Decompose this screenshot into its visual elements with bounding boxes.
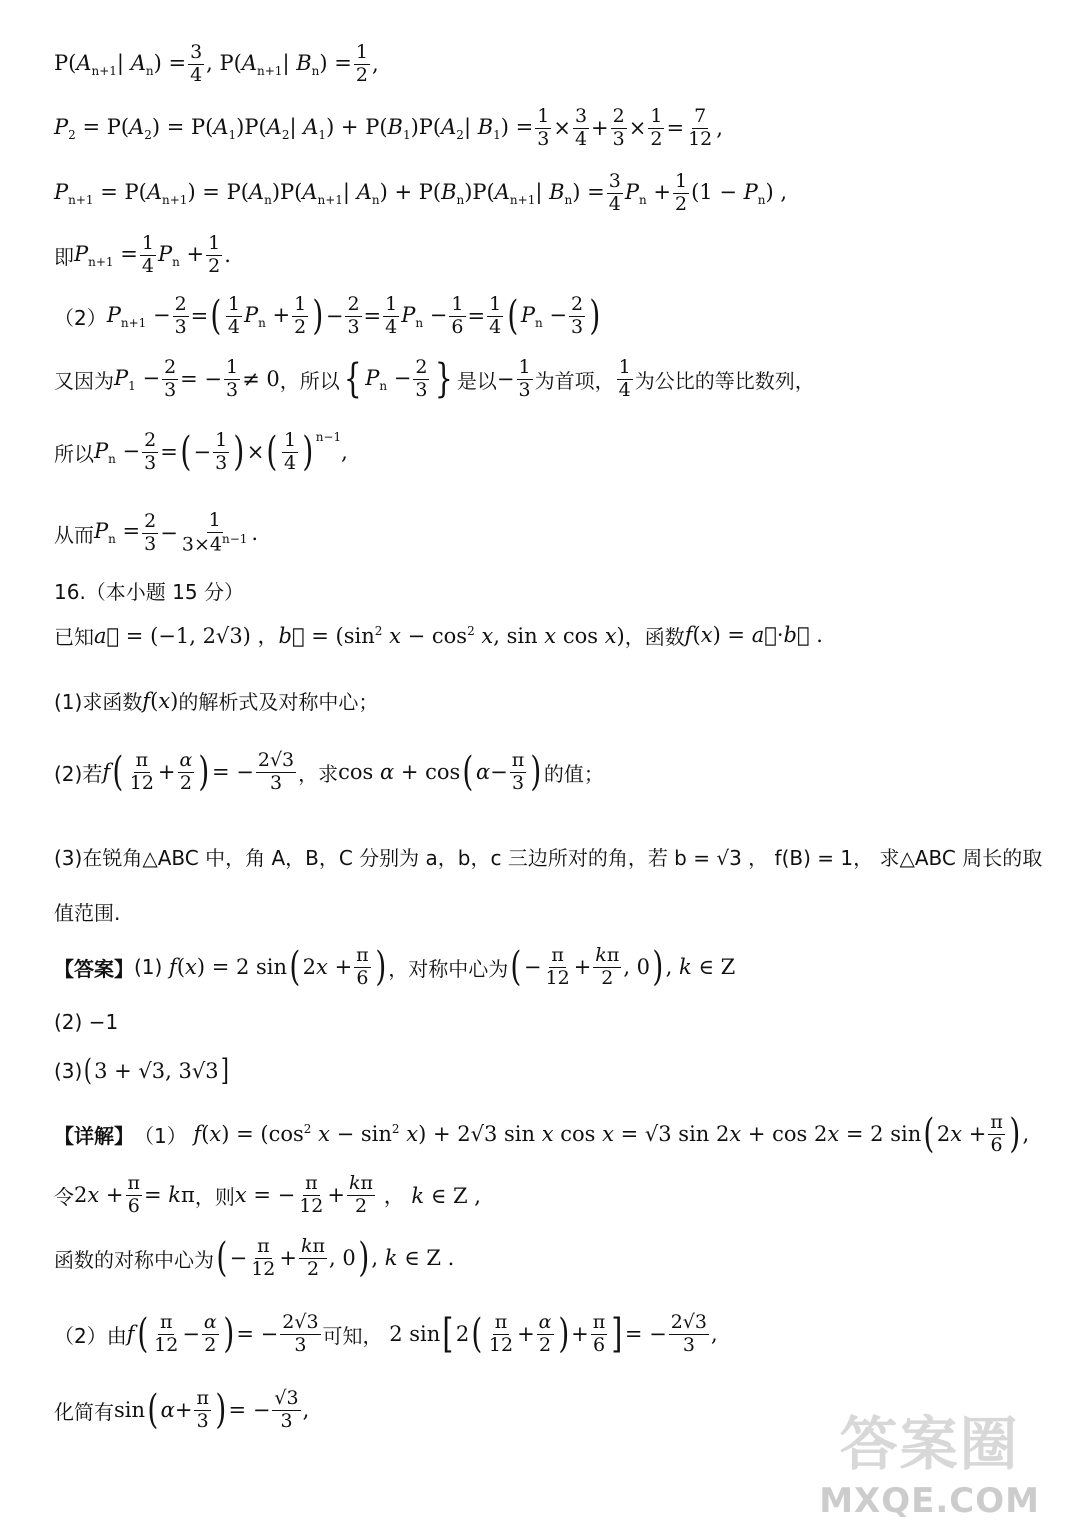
text-prefix: 即	[54, 244, 74, 269]
watermark-url: MXQE.COM	[819, 1481, 1040, 1521]
answer-line-2: (2) −1	[54, 1010, 119, 1034]
text-segment: (1)	[134, 955, 163, 980]
answer-line-1: 【答案】 (1) f(x) = 2 sin ( 2x + $\frac{\pi}{6}$ ) ，对称中心为 ( − $\frac{\pi}{12}$ + $\frac{k\pi}{2}$ , 0 ) , k ∈ Z	[54, 944, 736, 991]
answer-line-3: (3) ( 3 + √3, 3√3 ]	[54, 1053, 229, 1088]
text-segment: 函数的对称中心为	[54, 1247, 214, 1272]
formula-line-8: 从而 $P_n$ = $\frac{2}{3}$ − $\frac{1}{3\times 4^{n-1}}$ .	[54, 509, 259, 556]
text-segment: 已知	[54, 624, 94, 649]
text-prefix: （2）	[54, 305, 107, 330]
question-16-part-3-line-1: (3)在锐角△ABC 中，角 A，B，C 分别为 a，b，c 三边所对的角，若 b = √3 ， f(B) = 1， 求△ABC 周长的取	[54, 846, 1043, 870]
text-segment: (3)	[54, 1059, 83, 1083]
text-segment: (2)若	[54, 761, 103, 786]
text-segment: 令	[54, 1184, 74, 1209]
question-16-part-3-line-2: 值范围.	[54, 901, 121, 925]
detail-label: 【详解】	[54, 1123, 134, 1148]
text-segment: 是以	[456, 368, 497, 393]
formula-line-7: 所以 $P_n$ − $\frac{2}{3}$ = ( − $\frac{1}{3}$ ) × ( $\frac{1}{4}$ ) $^{n-1}$ ,	[54, 429, 348, 476]
text-segment: ，所以	[279, 368, 340, 393]
text-segment: 化简有	[54, 1399, 114, 1424]
formula-line-2: $P_2 = P(A_2) = P(A_1)P(A_2|$ $A_1) + P(B_1)P(A_2|$ $B_1$) = $\frac{1}{3}$ × $\frac{3}{4}$ + $\frac{2}{3}$ × $\frac{1}{2}$ = $\frac{7}{12}$ ,	[54, 105, 723, 150]
text-segment: ，对称中心为	[388, 956, 509, 981]
text-segment: 为公比的等比数列，	[634, 368, 815, 393]
watermark-logo-text: 答案圈	[839, 1410, 1020, 1478]
question-16-part-1: (1)求函数 f(x) 的解析式及对称中心；	[54, 686, 378, 715]
text-segment: （1）	[134, 1123, 187, 1148]
detail-line-5: 化简有 sin ( α + $\frac{\pi}{3}$ ) = − $\frac{√3}{3}$ ,	[54, 1387, 310, 1434]
detail-line-2: 令 2x + $\frac{\pi}{6}$ = kπ ，则 x = − $\frac{\pi}{12}$ + $\frac{k\pi}{2}$ ， k ∈ Z ,	[54, 1172, 481, 1217]
text-segment: 的值；	[543, 761, 604, 786]
text-segment: ，则	[194, 1184, 235, 1209]
text-segment: 又因为	[54, 368, 114, 393]
text-segment: 为首项，	[534, 368, 615, 393]
formula-line-1: $P(A_{n+1}|$ $A_n$) = $\frac{3}{4}$ , $P(A_{n+1}|$ $B_n$) = $\frac{1}{2}$ ,	[54, 41, 379, 86]
detail-line-4: （2）由 f ( $\frac{\pi}{12}$ − $\frac{\alpha}{2}$ ) = − $\frac{2√3}{3}$ 可知， 2 sin [ 2 ( $\frac{\pi}{12}$ + $\frac{\alpha}{2}$ ) + $\frac{\pi}{6}$ ] = − $\frac{2√3}{3}$ ,	[54, 1311, 718, 1358]
text-prefix: 所以	[54, 441, 94, 466]
formula-line-3: $P_{n+1} = P(A_{n+1}) = P(A_n)P(A_{n+1}|$ $A_n) + P(B_n)P(A_{n+1}|$ $B_n$) = $\frac{3}{4}$ $P_n$ + $\frac{1}{2}$ $(1 - P_n)$ ,	[54, 170, 788, 215]
text-segment: ，函数	[624, 624, 685, 649]
formula-line-4: 即 $P_{n+1}$ = $\frac{1}{4}$ $P_n$ + $\frac{1}{2}$ .	[54, 232, 231, 277]
answer-label: 【答案】	[54, 956, 134, 981]
detail-line-1: 【详解】 （1） $f(x) = (\cos^2$ $x - \sin^2 x) + 2√3$ sin x cos x = √3 sin 2x + cos 2x = 2 sin ( 2x + $\frac{\pi}{6}$ ) ,	[54, 1111, 1030, 1158]
text-prefix: 从而	[54, 522, 94, 547]
formula-line-6: 又因为 $P_1$ − $\frac{2}{3}$ = − $\frac{1}{3}$ ≠ 0 ，所以 { $P_n$ − $\frac{2}{3}$ } 是以 − $\frac{1}{3}$ 为首项， $\frac{1}{4}$ 为公比的等比数列，	[54, 356, 815, 403]
detail-line-3: 函数的对称中心为 ( − $\frac{\pi}{12}$ + $\frac{k\pi}{2}$ , 0 ) , k ∈ Z .	[54, 1235, 455, 1282]
question-16-stem: 已知 a⃗ = (−1, 2√3) ，b⃗ = ($\sin^2$ $x - \cos^2 x$, sin x cos x) ，函数 f(x) = a⃗·b⃗ .	[54, 620, 823, 650]
text-segment: 的解析式及对称中心；	[178, 690, 379, 714]
text-segment: (1)求函数	[54, 690, 143, 714]
question-16-header: 16.（本小题 15 分）	[54, 580, 244, 604]
formula-line-5: （2） $P_{n+1}$ − $\frac{2}{3}$ = ( $\frac{1}{4}$ $P_n$ + $\frac{1}{2}$ ) − $\frac{2}{3}$ = $\frac{1}{4}$ $P_n$ − $\frac{1}{6}$ = $\frac{1}{4}$ ( $P_n$ − $\frac{2}{3}$ )	[54, 293, 601, 340]
text-segment: ，求	[298, 761, 339, 786]
watermark-logo	[819, 1397, 1040, 1521]
text-segment: （2）由	[54, 1323, 127, 1348]
text-segment: 可知，	[322, 1323, 383, 1348]
question-16-part-2: (2)若 f ( $\frac{\pi}{12}$ + $\frac{\alpha}{2}$ ) = − $\frac{2√3}{3}$ ，求 cos α + cos ( α − $\frac{\pi}{3}$ ) 的值；	[54, 749, 604, 796]
